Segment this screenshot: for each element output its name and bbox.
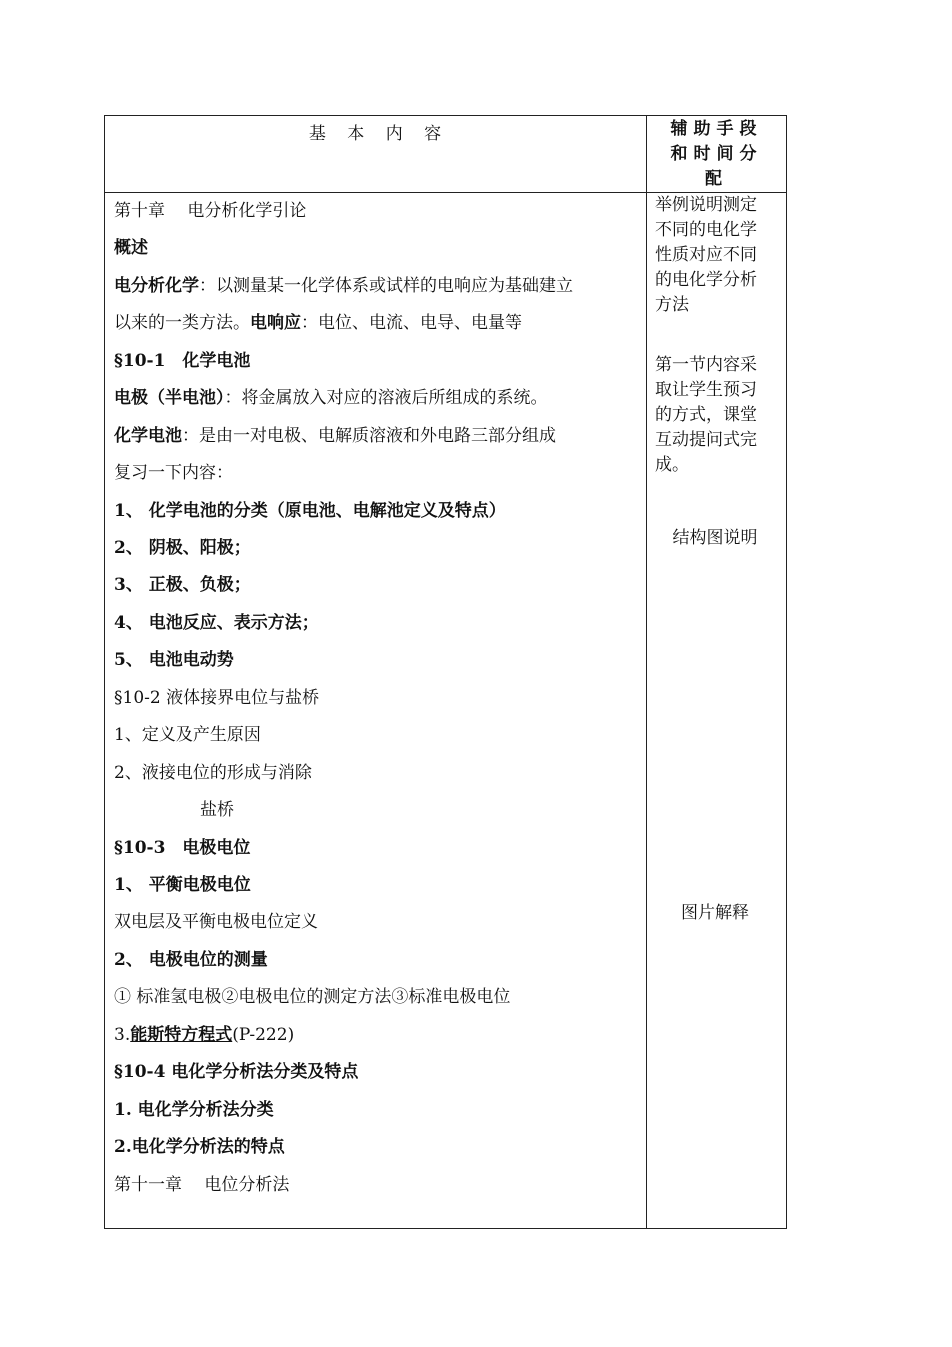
content-line-electrode: 电极（半电池）：将金属放入对应的溶液后所组成的系统。 xyxy=(114,388,548,408)
content-line-section-10-4: §10-4 电化学分析法分类及特点 xyxy=(114,1062,359,1082)
content-line-item-1: 1、 化学电池的分类（原电池、电解池定义及特点） xyxy=(114,501,506,521)
content-line-section-10-2: §10-2 液体接界电位与盐桥 xyxy=(114,688,320,708)
lesson-plan-table xyxy=(104,115,787,1229)
content-line-item-5: 5、 电池电动势 xyxy=(114,650,234,670)
content-line-nernst: 3.能斯特方程式(P-222) xyxy=(114,1025,295,1045)
header-aux-line-1: 辅助手段 xyxy=(670,119,763,139)
content-line-chapter11: 第十一章 电位分析法 xyxy=(114,1175,290,1195)
content-line-10-3-item-1: 1、 平衡电极电位 xyxy=(114,875,251,895)
header-basic-content xyxy=(105,116,646,192)
content-line-item-4: 4、 电池反应、表示方法； xyxy=(114,613,319,633)
content-line-chemical-cell: 化学电池：是由一对电极、电解质溶液和外电路三部分组成 xyxy=(114,426,556,446)
side-note-preview: 第一节内容采 取让学生预习 的方式，课堂 互动提问式完 成。 xyxy=(655,355,757,475)
content-line-chapter10: 第十章 电分析化学引论 xyxy=(114,201,307,221)
header-aux-means xyxy=(647,116,786,192)
content-line-10-4-item-2: 2.电化学分析法的特点 xyxy=(114,1137,285,1157)
content-line-item-2: 2、 阴极、阳极； xyxy=(114,538,251,558)
content-line-double-layer: 双电层及平衡电极电位定义 xyxy=(114,912,318,932)
table-header-row xyxy=(105,116,786,193)
content-line-measurement-steps: ① 标准氢电极②电极电位的测定方法③标准电极电位 xyxy=(114,987,511,1007)
side-note-examples: 举例说明测定 不同的电化学 性质对应不同 的电化学分析 方法 xyxy=(655,195,757,315)
header-aux-line-2: 和时间分 xyxy=(670,144,763,164)
content-line-review: 复习一下内容： xyxy=(114,463,233,483)
column-divider xyxy=(646,116,647,1228)
header-aux-line-3: 配 xyxy=(705,169,728,189)
side-note-picture-explanation: 图片解释 xyxy=(681,903,749,923)
content-line-salt-bridge: 盐桥 xyxy=(200,800,234,820)
content-line-item-3: 3、 正极、负极； xyxy=(114,575,251,595)
content-line-section-10-1: §10-1 化学电池 xyxy=(114,351,251,371)
content-line-10-2-item-2: 2、液接电位的形成与消除 xyxy=(114,763,312,783)
content-line-section-10-3: §10-3 电极电位 xyxy=(114,838,251,858)
content-line-definition-cont: 以来的一类方法。电响应：电位、电流、电导、电量等 xyxy=(114,313,522,333)
header-basic-content-label: 基 本 内 容 xyxy=(308,124,443,144)
side-note-structure-diagram: 结构图说明 xyxy=(672,528,758,548)
content-line-definition: 电分析化学：以测量某一化学体系或试样的电响应为基础建立 xyxy=(114,276,573,296)
content-line-10-4-item-1: 1. 电化学分析法分类 xyxy=(114,1100,274,1120)
content-line-10-2-item-1: 1、定义及产生原因 xyxy=(114,725,261,745)
content-line-overview: 概述 xyxy=(114,238,148,258)
content-line-10-3-item-2: 2、 电极电位的测量 xyxy=(114,950,268,970)
